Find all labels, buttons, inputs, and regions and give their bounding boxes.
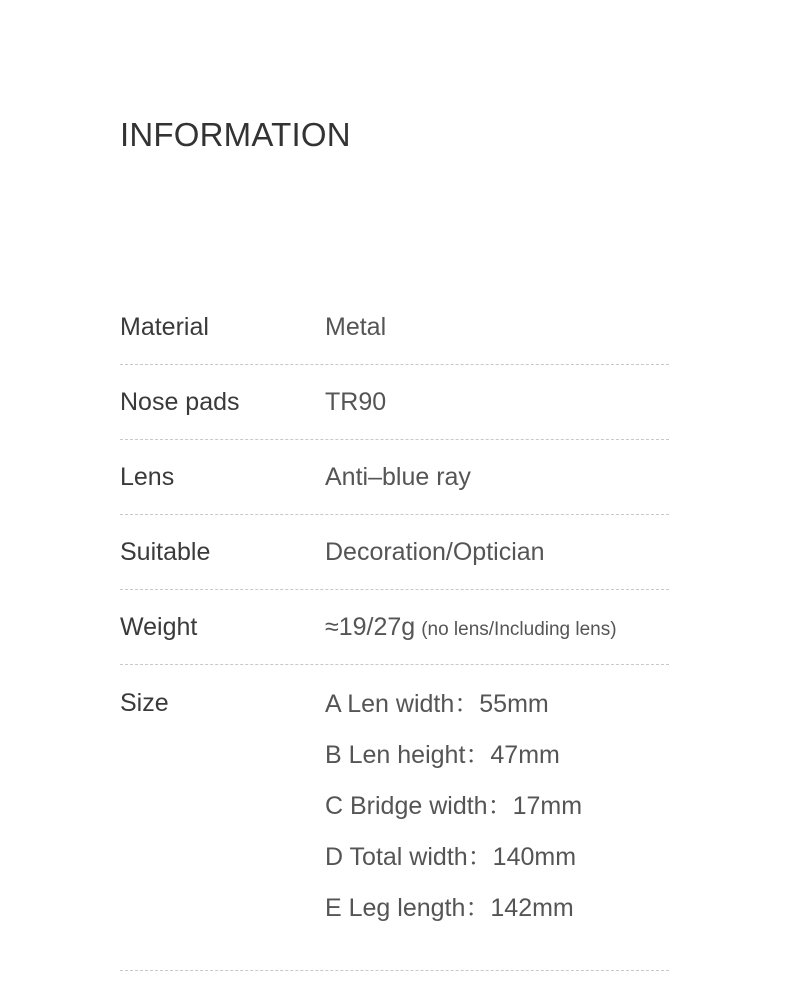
spec-label: Lens xyxy=(120,462,175,491)
spec-value-weight xyxy=(325,613,617,642)
spec-row-nose-pads xyxy=(120,365,669,440)
size-item-leg-length: E Leg length：142mm xyxy=(325,894,574,922)
spec-value: Anti–blue ray xyxy=(325,462,471,491)
spec-label: Weight xyxy=(120,612,198,641)
spec-value: Metal xyxy=(325,312,387,341)
spec-row-material xyxy=(120,290,669,365)
spec-label: Material xyxy=(120,312,209,341)
spec-row-size xyxy=(120,665,669,971)
size-item-total-width: D Total width：140mm xyxy=(325,843,577,871)
spec-row-suitable xyxy=(120,515,669,590)
spec-table xyxy=(120,290,669,971)
spec-label: Nose pads xyxy=(120,387,240,416)
size-list xyxy=(325,689,582,944)
size-item-len-width: A Len width：55mm xyxy=(325,690,549,718)
size-item-bridge-width: C Bridge width：17mm xyxy=(325,792,583,820)
spec-label: Size xyxy=(120,689,169,717)
weight-note: (no lens/Including lens) xyxy=(421,618,617,640)
weight-value: ≈19/27g xyxy=(325,612,416,641)
spec-value: Decoration/Optician xyxy=(325,537,545,566)
page-title: INFORMATION xyxy=(120,116,351,153)
spec-row-lens xyxy=(120,440,669,515)
spec-row-weight xyxy=(120,590,669,665)
spec-value: TR90 xyxy=(325,387,387,416)
spec-label: Suitable xyxy=(120,537,211,566)
size-item-len-height: B Len height：47mm xyxy=(325,741,560,769)
